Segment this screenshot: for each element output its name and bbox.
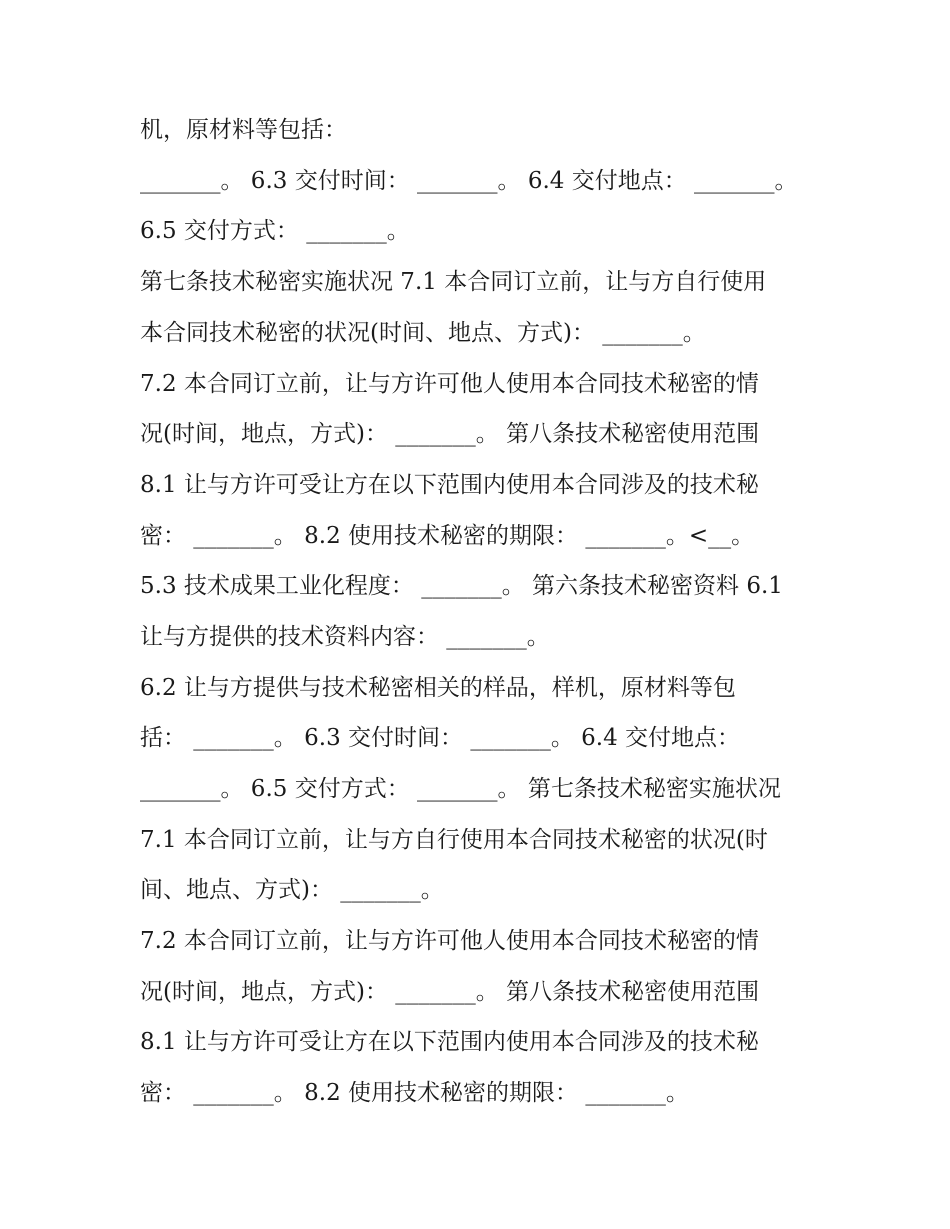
text-line-13: 括： _______。 6.3 交付时间： _______。 6.4 交付地点： [140,725,741,751]
text-line-2: _______。 6.3 交付时间： _______。 6.4 交付地点： _______。 [140,168,798,194]
text-line-12: 6.2 让与方提供与技术秘密相关的样品，样机，原材料等包 [140,675,736,701]
text-line-5: 本合同技术秘密的状况(时间、地点、方式)： _______。 [140,320,706,346]
text-line-16: 间、地点、方式)： _______。 [140,877,444,903]
text-line-14: _______。 6.5 交付方式： _______。 第七条技术秘密实施状况 [140,776,781,802]
text-line-18: 况(时间，地点，方式)： _______。 第八条技术秘密使用范围 [140,979,760,1005]
text-line-20: 密： _______。 8.2 使用技术秘密的期限： _______。 [140,1080,689,1106]
text-line-17: 7.2 本合同订立前，让与方许可他人使用本合同技术秘密的情 [140,928,759,954]
text-line-6: 7.2 本合同订立前，让与方许可他人使用本合同技术秘密的情 [140,371,759,397]
text-line-7: 况(时间，地点，方式)： _______。 第八条技术秘密使用范围 [140,421,760,447]
text-line-1: 机，原材料等包括： [140,117,347,143]
text-line-11: 让与方提供的技术资料内容： _______。 [140,624,550,650]
text-line-15: 7.1 本合同订立前，让与方自行使用本合同技术秘密的状况(时 [140,827,768,853]
text-line-3: 6.5 交付方式： _______。 [140,218,410,244]
text-line-19: 8.1 让与方许可受让方在以下范围内使用本合同涉及的技术秘 [140,1029,759,1055]
text-line-8: 8.1 让与方许可受让方在以下范围内使用本合同涉及的技术秘 [140,472,759,498]
text-line-4: 第七条技术秘密实施状况 7.1 本合同订立前，让与方自行使用 [140,269,767,295]
text-line-10: 5.3 技术成果工业化程度： _______。 第六条技术秘密资料 6.1 [140,573,783,599]
text-line-9: 密： _______。 8.2 使用技术秘密的期限： _______。<__。 [140,523,755,549]
